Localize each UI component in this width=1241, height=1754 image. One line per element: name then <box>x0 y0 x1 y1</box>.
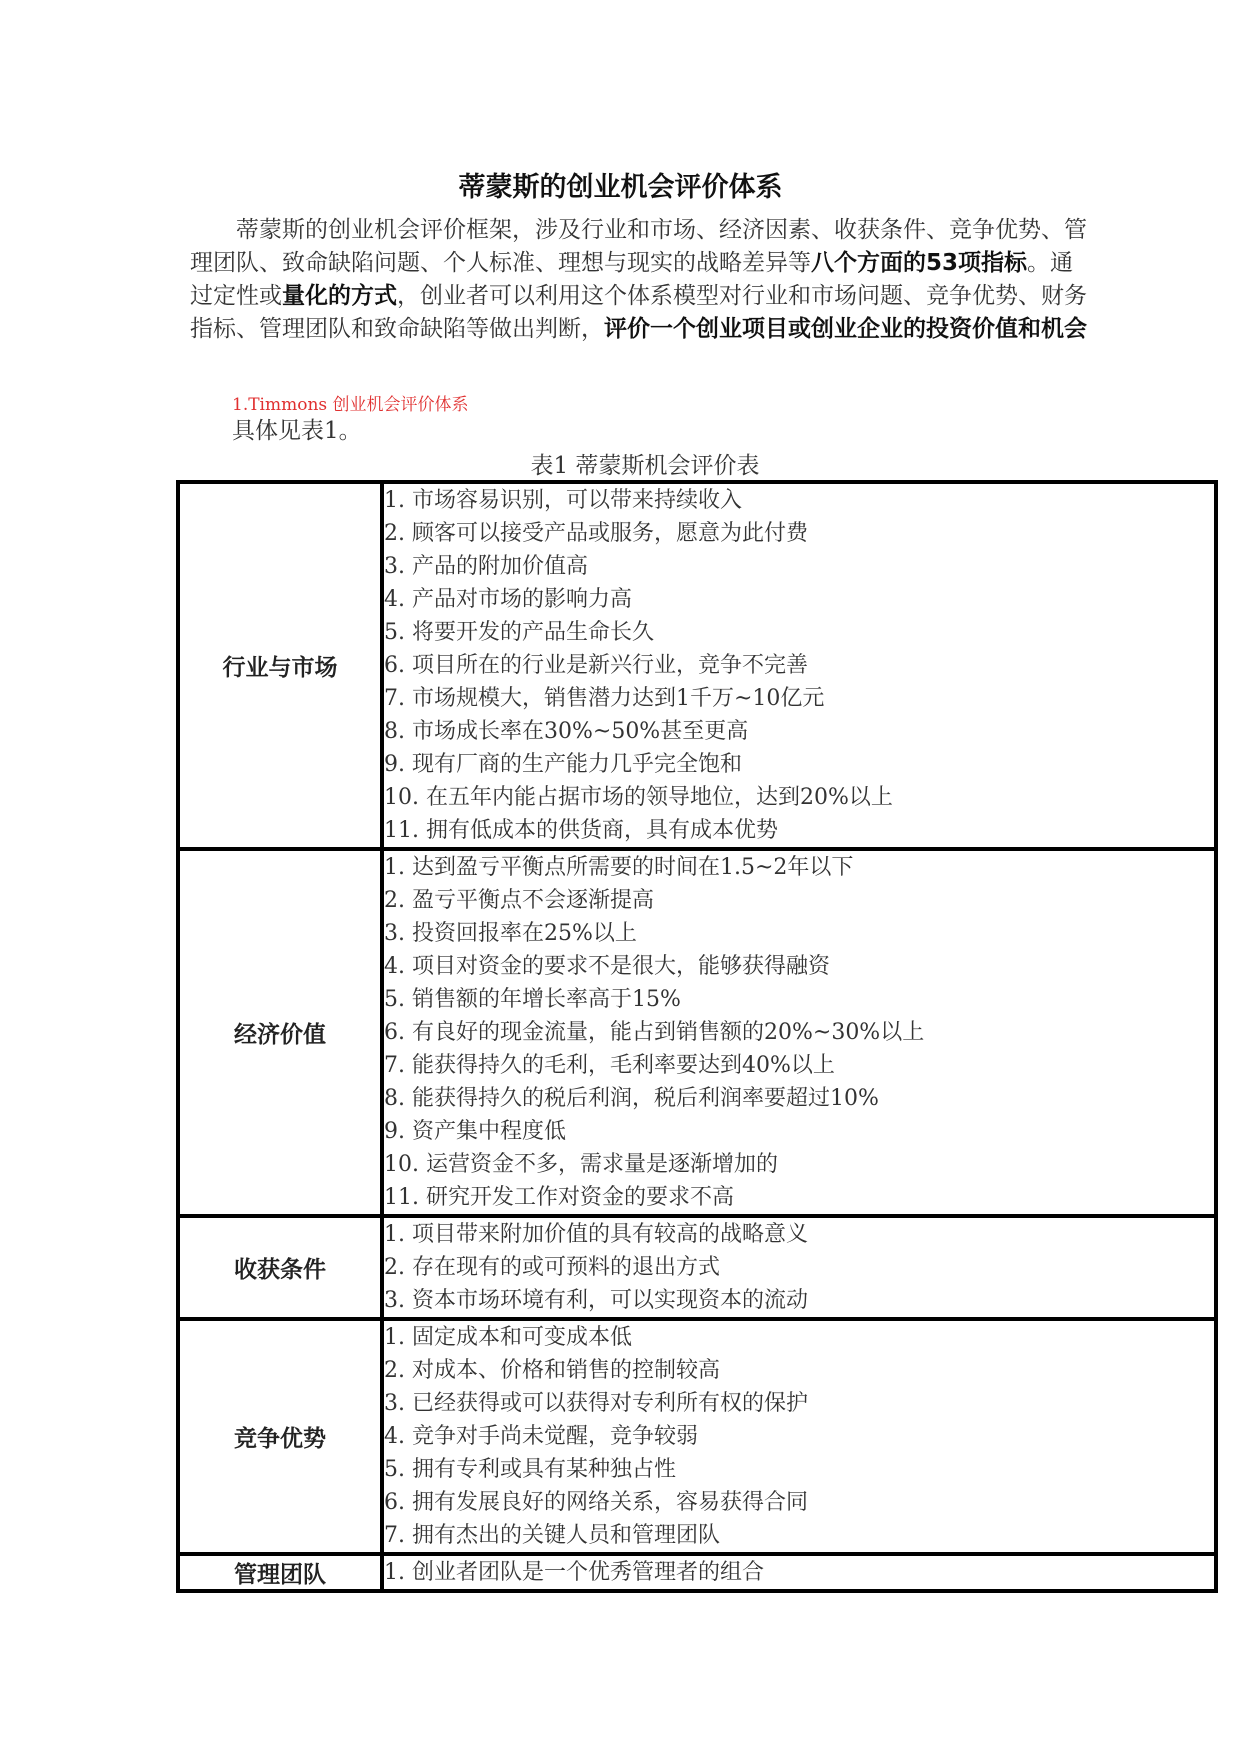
intro-text-2: 。通过定性或 <box>190 250 1074 309</box>
table-row <box>178 1319 1216 1554</box>
criteria-item: 4. 项目对资金的要求不是很大，能够获得融资 <box>384 954 830 979</box>
criteria-item: 2. 对成本、价格和销售的控制较高 <box>384 1358 720 1383</box>
criteria-item: 11. 拥有低成本的供货商，具有成本优势 <box>384 818 778 843</box>
criteria-item: 7. 能获得持久的毛利，毛利率要达到40%以上 <box>384 1053 835 1078</box>
criteria-item: 3. 资本市场环境有利，可以实现资本的流动 <box>384 1288 808 1313</box>
category-items <box>382 1554 1216 1591</box>
criteria-item: 8. 能获得持久的税后利润，税后利润率要超过10% <box>384 1086 879 1111</box>
criteria-item: 7. 市场规模大，销售潜力达到1千万~10亿元 <box>384 686 825 711</box>
criteria-item: 5. 拥有专利或具有某种独占性 <box>384 1457 676 1482</box>
criteria-item: 1. 创业者团队是一个优秀管理者的组合 <box>384 1560 764 1585</box>
criteria-item: 1. 固定成本和可变成本低 <box>384 1325 632 1350</box>
criteria-item: 9. 现有厂商的生产能力几乎完全饱和 <box>384 752 742 777</box>
criteria-item: 7. 拥有杰出的关键人员和管理团队 <box>384 1523 720 1548</box>
intro-text-3: ，创业者可以利用这个体系模型对行业和市场问题、竞争优势、财务指标、管理团队和致命缺陷等做出判断， <box>190 283 1087 342</box>
category-label: 管理团队 <box>178 1554 382 1591</box>
category-items <box>382 1216 1216 1319</box>
criteria-item: 8. 市场成长率在30%~50%甚至更高 <box>384 719 749 744</box>
criteria-item: 3. 投资回报率在25%以上 <box>384 921 637 946</box>
criteria-item: 3. 已经获得或可以获得对专利所有权的保护 <box>384 1391 808 1416</box>
intro-bold-1: 八个方面的53项指标 <box>811 250 1028 276</box>
criteria-item: 1. 达到盈亏平衡点所需要的时间在1.5~2年以下 <box>384 855 854 880</box>
criteria-item: 6. 项目所在的行业是新兴行业，竞争不完善 <box>384 653 808 678</box>
evaluation-table <box>176 480 1218 1593</box>
category-items <box>382 849 1216 1216</box>
criteria-item: 4. 产品对市场的影响力高 <box>384 587 632 612</box>
criteria-item: 4. 竞争对手尚未觉醒，竞争较弱 <box>384 1424 698 1449</box>
criteria-item: 9. 资产集中程度低 <box>384 1119 566 1144</box>
intro-text-1: 蒂蒙斯的创业机会评价框架，涉及行业和市场、经济因素、收获条件、竞争优势、管理团队、致命缺陷问题、个人标准、理想与现实的战略差异等 <box>190 217 1087 276</box>
category-label: 经济价值 <box>178 849 382 1216</box>
page-title: 蒂蒙斯的创业机会评价体系 <box>458 172 783 203</box>
intro-paragraph <box>190 214 1090 346</box>
table-row <box>178 849 1216 1216</box>
intro-bold-3: 评价一个创业项目或创业企业的投资价值和机会 <box>604 316 1087 342</box>
criteria-item: 6. 拥有发展良好的网络关系，容易获得合同 <box>384 1490 808 1515</box>
table-caption: 表1 蒂蒙斯机会评价表 <box>530 453 760 479</box>
criteria-item: 10. 运营资金不多，需求量是逐渐增加的 <box>384 1152 778 1177</box>
criteria-item: 1. 项目带来附加价值的具有较高的战略意义 <box>384 1222 808 1247</box>
sub-heading: 1.Timmons 创业机会评价体系 <box>232 395 469 415</box>
criteria-item: 1. 市场容易识别，可以带来持续收入 <box>384 488 742 513</box>
criteria-item: 2. 盈亏平衡点不会逐渐提高 <box>384 888 654 913</box>
criteria-item: 3. 产品的附加价值高 <box>384 554 588 579</box>
table-row <box>178 1216 1216 1319</box>
intro-bold-2: 量化的方式 <box>282 283 397 309</box>
table-row <box>178 482 1216 849</box>
criteria-item: 2. 顾客可以接受产品或服务，愿意为此付费 <box>384 521 808 546</box>
criteria-item: 5. 将要开发的产品生命长久 <box>384 620 654 645</box>
category-label: 竞争优势 <box>178 1319 382 1554</box>
category-items <box>382 482 1216 849</box>
criteria-item: 5. 销售额的年增长率高于15% <box>384 987 681 1012</box>
category-label: 收获条件 <box>178 1216 382 1319</box>
criteria-item: 10. 在五年内能占据市场的领导地位，达到20%以上 <box>384 785 893 810</box>
category-items <box>382 1319 1216 1554</box>
table-row <box>178 1554 1216 1591</box>
criteria-item: 2. 存在现有的或可预料的退出方式 <box>384 1255 720 1280</box>
criteria-item: 11. 研究开发工作对资金的要求不高 <box>384 1185 734 1210</box>
see-table-note: 具体见表1。 <box>232 418 362 444</box>
category-label: 行业与市场 <box>178 482 382 849</box>
criteria-item: 6. 有良好的现金流量，能占到销售额的20%~30%以上 <box>384 1020 925 1045</box>
